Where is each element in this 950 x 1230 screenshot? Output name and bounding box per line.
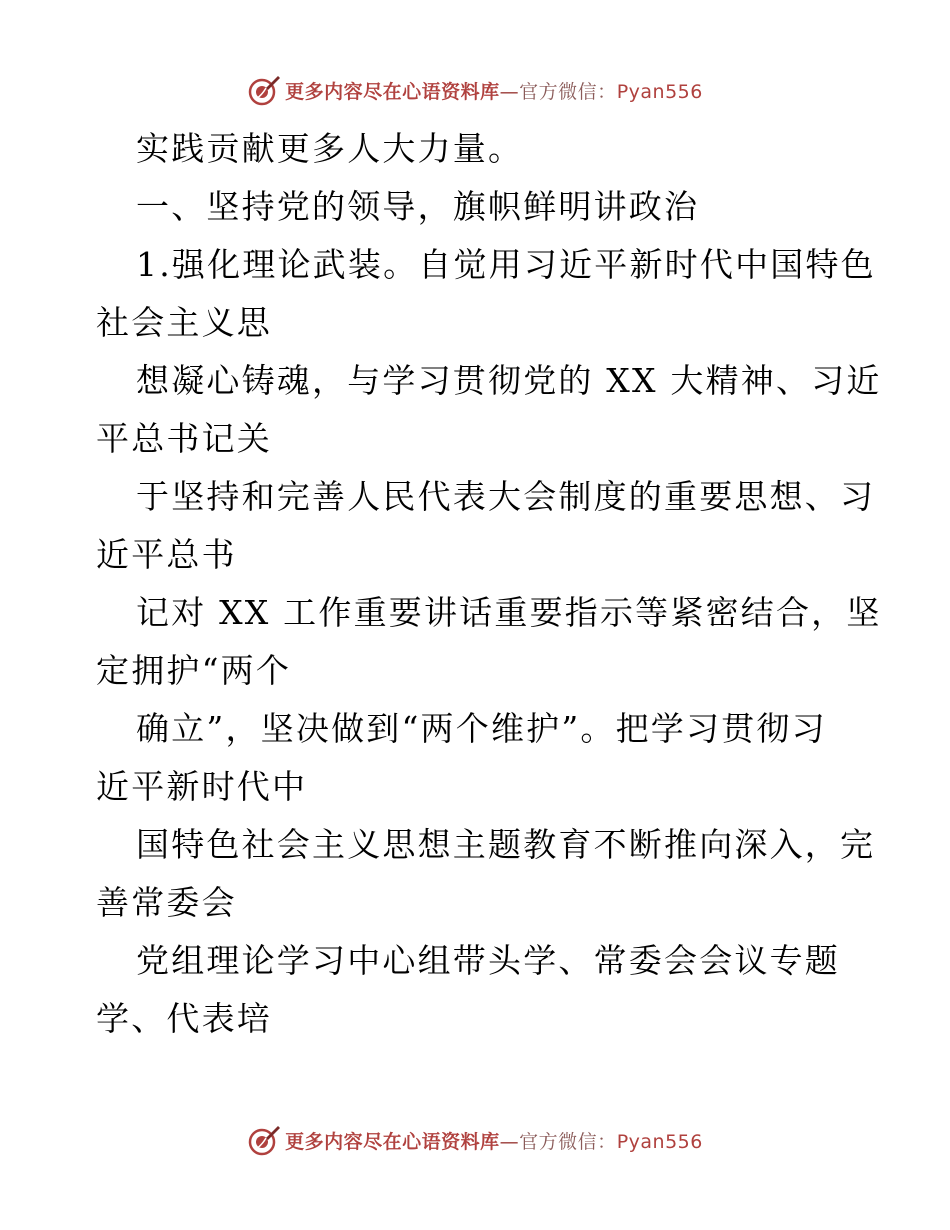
watermark-official-label: 官方微信： — [519, 1130, 617, 1153]
document-line: 想凝心铸魂，与学习贯彻党的 XX 大精神、习近 — [136, 361, 882, 400]
document-line: 平总书记关 — [96, 419, 272, 458]
pen-logo-icon — [247, 1123, 281, 1157]
pen-logo-icon — [247, 73, 281, 107]
document-line: 学、代表培 — [96, 999, 272, 1038]
document-line: 确立”，坚决做到“两个维护”。把学习贯彻习 — [136, 709, 827, 748]
document-line: 1.强化理论武装。自觉用习近平新时代中国特色 — [136, 245, 876, 284]
document-line: 善常委会 — [96, 883, 237, 922]
watermark-wechat-id: Pyan556 — [616, 1130, 703, 1153]
document-line: 于坚持和完善人民代表大会制度的重要思想、习 — [136, 477, 876, 516]
document-line: 国特色社会主义思想主题教育不断推向深入，完 — [136, 825, 876, 864]
document-body — [96, 120, 882, 1048]
watermark-library-name: 更多内容尽在心语资料库 — [285, 1130, 500, 1153]
document-line: 实践贡献更多人大力量。 — [136, 129, 524, 168]
section-heading: 一、坚持党的领导，旗帜鲜明讲政治 — [136, 187, 700, 226]
watermark-dash: — — [499, 1130, 520, 1153]
watermark-dash: — — [499, 80, 520, 103]
footer-watermark — [0, 1120, 950, 1160]
watermark-text — [285, 1127, 703, 1154]
watermark-official-label: 官方微信： — [519, 80, 617, 103]
watermark-text — [285, 77, 703, 104]
watermark-wechat-id: Pyan556 — [616, 80, 703, 103]
watermark-library-name: 更多内容尽在心语资料库 — [285, 80, 500, 103]
document-line: 社会主义思 — [96, 303, 272, 342]
document-line: 记对 XX 工作重要讲话重要指示等紧密结合，坚 — [136, 593, 882, 632]
document-line: 党组理论学习中心组带头学、常委会会议专题 — [136, 941, 840, 980]
document-line: 定拥护“两个 — [96, 651, 292, 690]
document-line: 近平总书 — [96, 535, 237, 574]
header-watermark — [0, 70, 950, 110]
document-line: 近平新时代中 — [96, 767, 308, 806]
